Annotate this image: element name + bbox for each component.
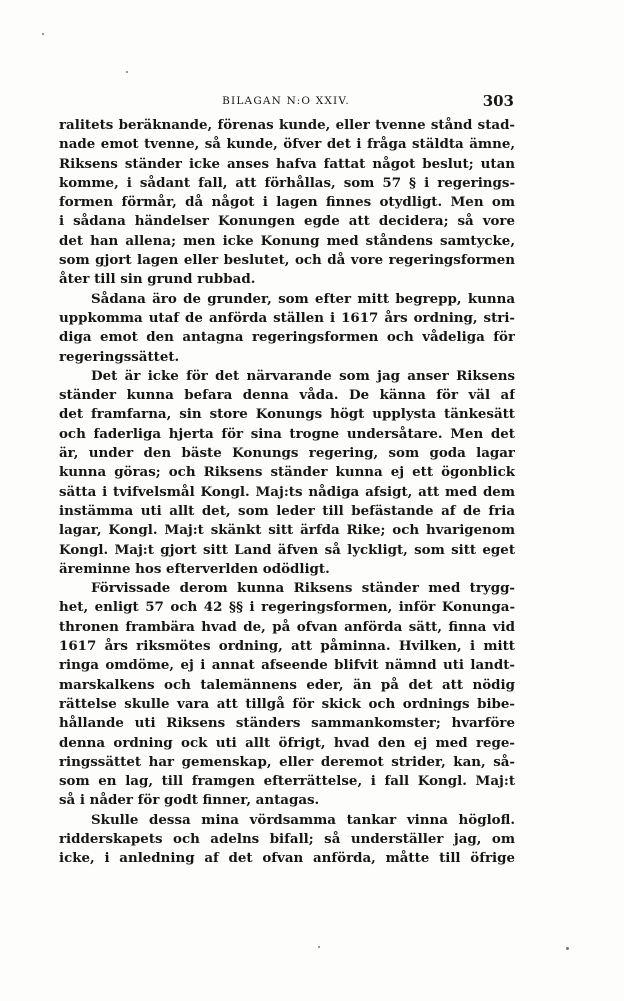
page-number: 303 [482, 92, 514, 110]
text-line: och faderliga hjerta för sina trogne undersåtare. Men det [59, 425, 515, 442]
running-title: BILAGAN N:O XXIV. [222, 95, 350, 107]
text-line: 1617 års riksmötes ordning, att påminna. Hvilken, i mitt [59, 638, 515, 655]
text-line: Riksens ständer icke anses hafva fattat något beslut; utan [59, 155, 515, 172]
text-line: sätta i tvifvelsmål Kongl. Maj:ts nådiga afsigt, att med dem [59, 483, 515, 500]
text-line: det han allena; men icke Konung med ståndens samtycke, [59, 232, 515, 249]
text-line: ringssättet har gemenskap, eller deremot strider, kan, så- [59, 753, 515, 770]
paper-speck [318, 946, 320, 948]
text-line: komme, i sådant fall, att förhållas, som 57 § i regerings- [59, 174, 515, 191]
text-line: är, under den bäste Konungs regering, som goda lagar [59, 445, 515, 462]
text-line: regeringssättet. [59, 348, 180, 365]
text-line: ridderskapets och adelns bifall; så underställer jag, om [59, 830, 515, 847]
text-line: denna ordning ock uti allt öfrigt, hvad den ej med rege- [59, 734, 515, 751]
text-line: som en lag, till framgen efterrättelse, i fall Kongl. Maj:t [59, 773, 515, 790]
text-line: hållande uti Riksens ständers sammankomster; hvarföre [59, 715, 515, 732]
text-line: het, enligt 57 och 42 §§ i regeringsformen, inför Konunga- [59, 599, 515, 616]
text-line: åter till sin grund rubbad. [59, 271, 256, 288]
text-line: så i nåder för godt finner, antagas. [59, 792, 320, 809]
text-line: ralitets beräknande, förenas kunde, eller tvenne stånd stad- [59, 117, 515, 133]
text-line: det framfarna, sin store Konungs högt upplysta tänkesätt [59, 406, 515, 423]
text-line: instämma uti allt det, som leder till befästande af de fria [59, 502, 515, 519]
paper-speck [566, 947, 569, 950]
paper-speck [126, 71, 128, 73]
text-line: thronen frambära hvad de, på ofvan anförda sätt, finna vid [59, 618, 515, 635]
text-line: Det är icke för det närvarande som jag anser Riksens [91, 367, 515, 384]
text-line: Skulle dessa mina vördsamma tankar vinna höglofl. [91, 811, 515, 828]
text-line: lagar, Kongl. Maj:t skänkt sitt ärfda Rike; och hvarigenom [59, 522, 515, 539]
text-line: icke, i anledning af det ofvan anförda, måtte till öfrige [59, 850, 515, 867]
text-line: marskalkens och talemännens eder, än på det att nödig [59, 676, 515, 693]
text-line: rättelse skulle vara att tillgå för skick och ordnings bibe- [59, 695, 515, 712]
text-line: nade emot tvenne, så kunde, öfver det i fråga stäldta ämne, [59, 136, 515, 153]
text-line: ringa omdöme, ej i annat afseende blifvit nämnd uti landt- [59, 657, 515, 674]
text-line: ständer kunna befara denna våda. De känna för väl af [59, 387, 515, 404]
paper-speck [42, 33, 44, 35]
body-text [59, 116, 515, 869]
text-line: Kongl. Maj:t gjort sitt Land äfven så lyckligt, som sitt eget [59, 541, 515, 558]
text-line: kunna göras; och Riksens ständer kunna ej ett ögonblick [59, 464, 515, 481]
text-line: diga emot den antagna regeringsformen och vådeliga för [59, 329, 515, 346]
text-line: i sådana händelser Konungen egde att decidera; så vore [59, 213, 515, 230]
text-line: Sådana äro de grunder, som efter mitt begrepp, kunna [91, 290, 515, 307]
text-line: som gjort lagen eller beslutet, och då vore regeringsformen [59, 252, 515, 269]
page-header [58, 92, 514, 112]
text-line: formen förmår, då något i lagen finnes otydligt. Men om [59, 194, 515, 211]
text-line: uppkomma utaf de anförda ställen i 1617 års ordning, stri- [59, 309, 515, 326]
text-line: äreminne hos efterverlden odödligt. [59, 560, 330, 577]
text-line: Förvissade derom kunna Riksens ständer med trygg- [91, 580, 515, 597]
